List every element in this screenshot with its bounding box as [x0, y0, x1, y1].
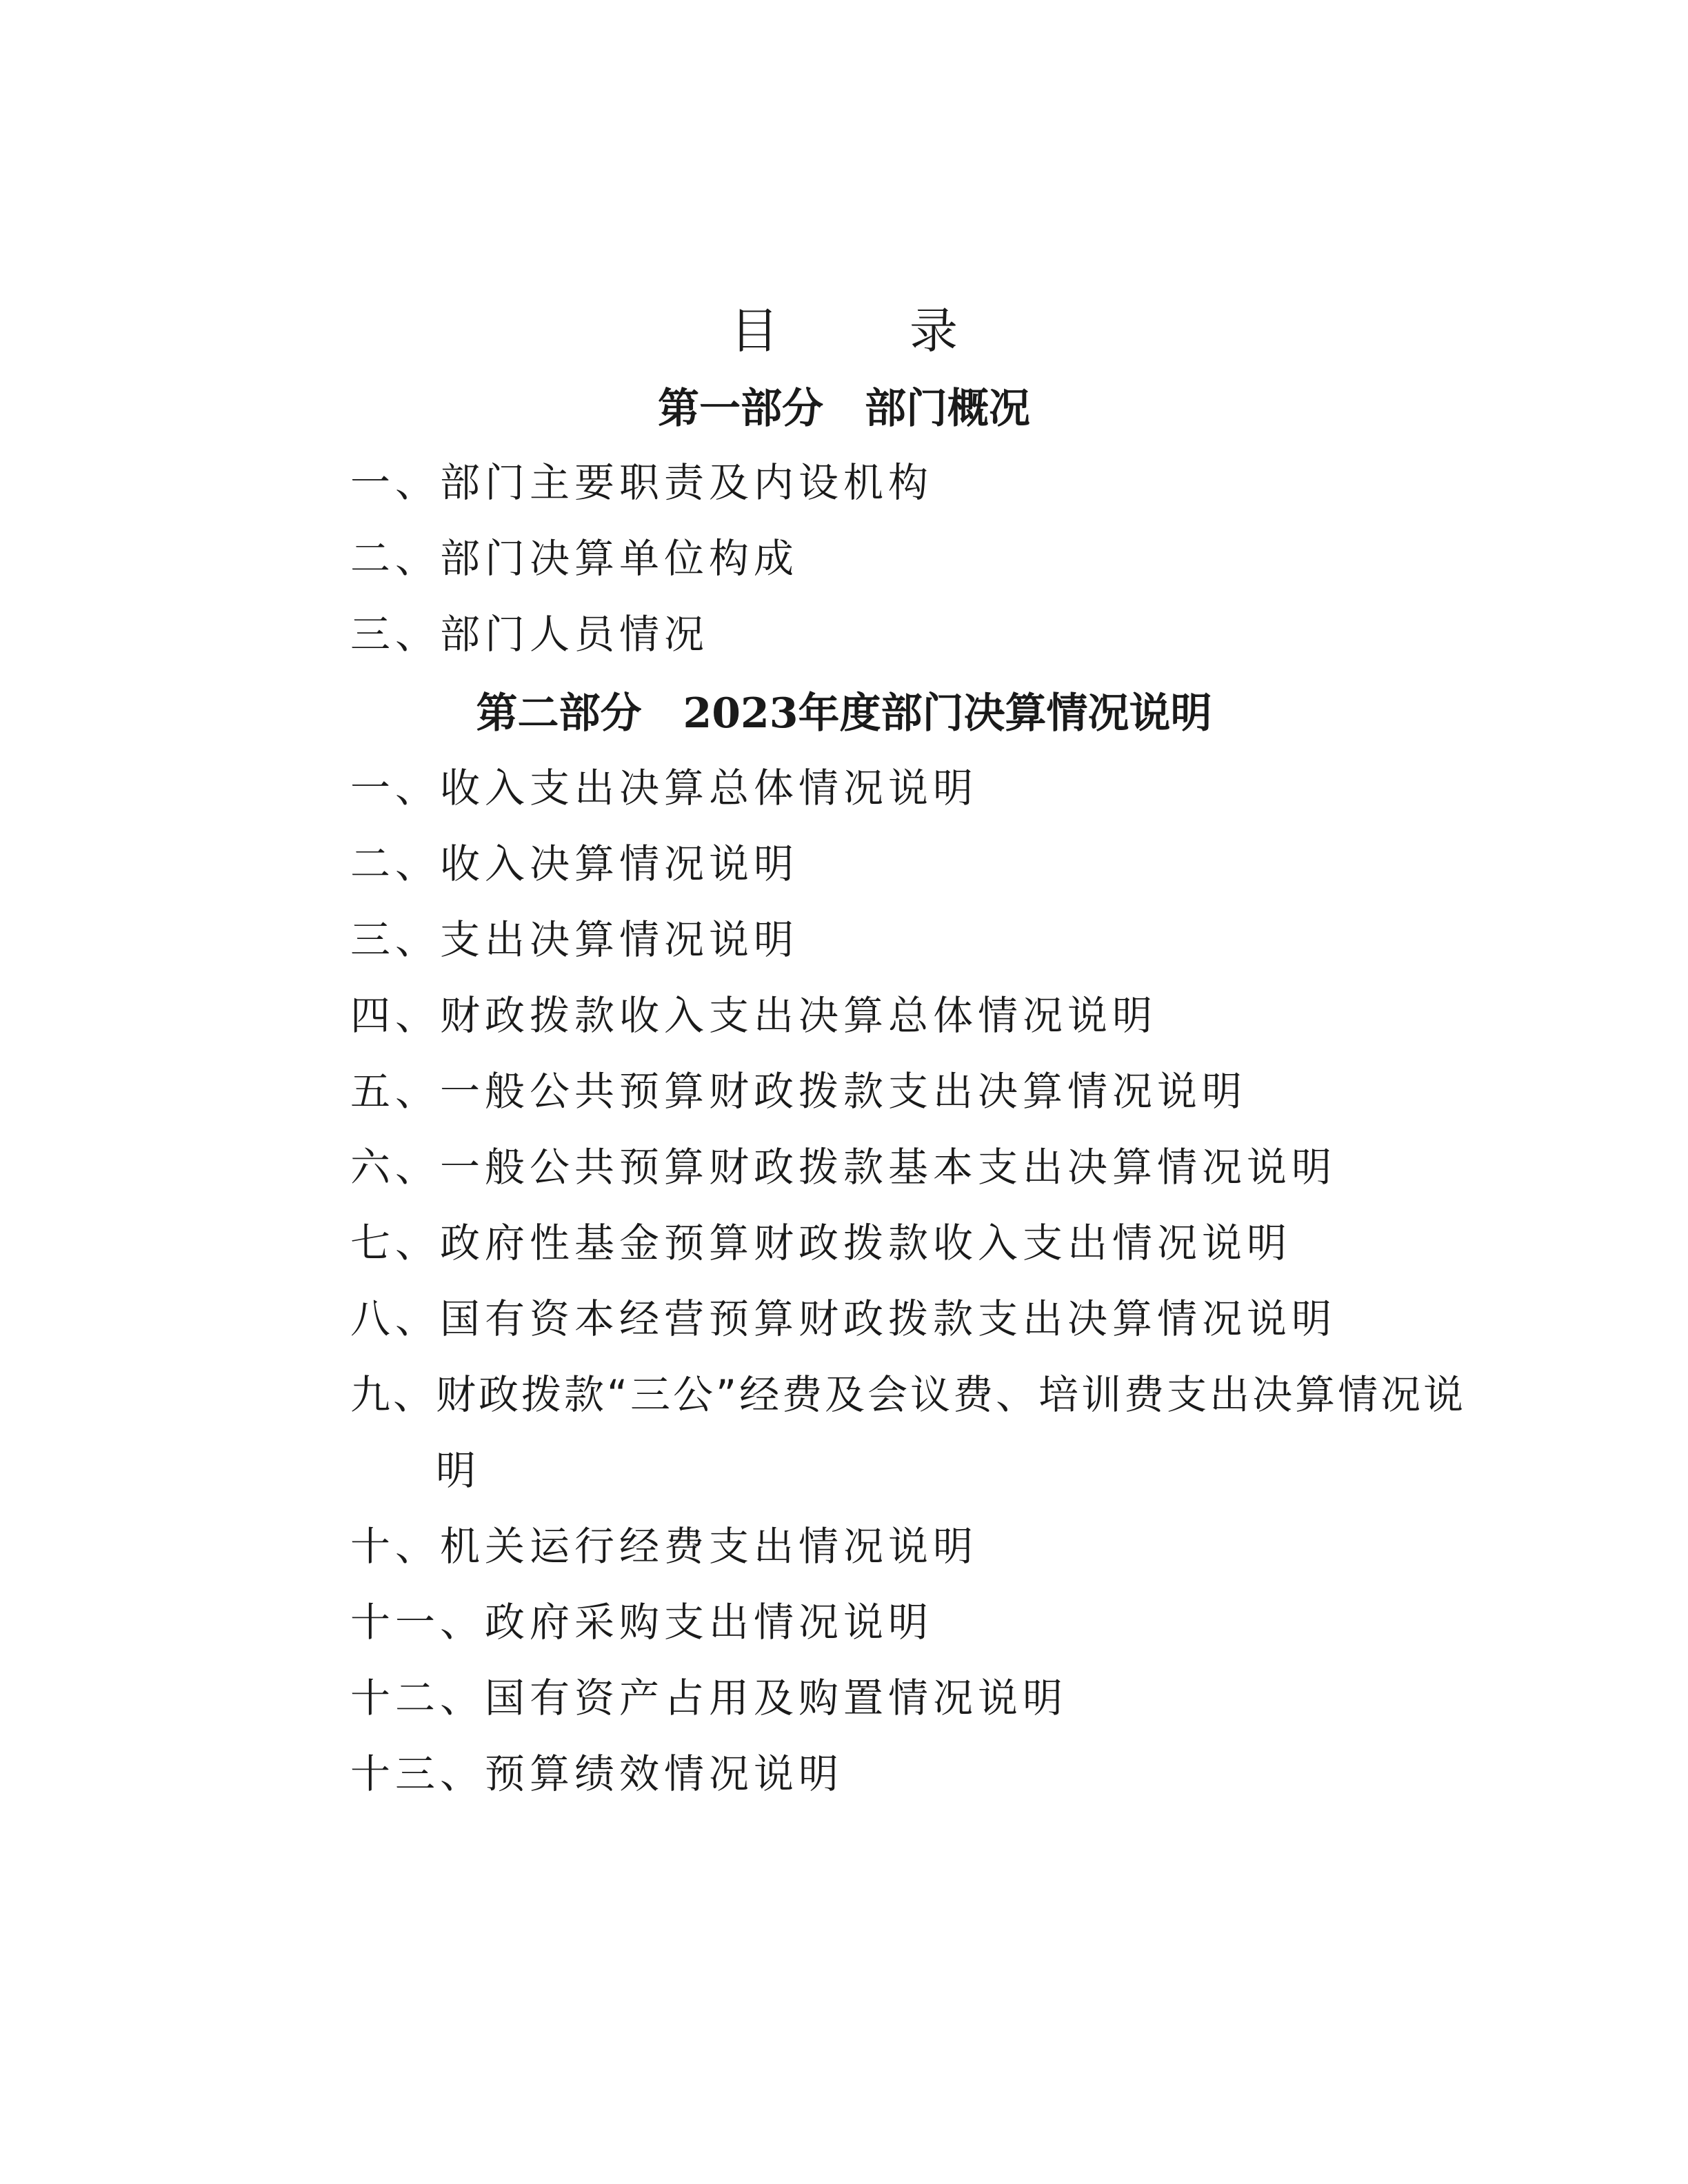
part-two-heading: 第二部分 2023年度部门决算情况说明 — [476, 689, 1212, 738]
toc-item: 六、一般公共预算财政拨款基本支出决算情况说明 — [350, 1144, 1337, 1191]
toc-item: 十、机关运行经费支出情况说明 — [350, 1523, 978, 1570]
toc-item: 三、部门人员情况 — [350, 611, 710, 658]
toc-item: 一、收入支出决算总体情况说明 — [350, 765, 978, 811]
toc-item: 五、一般公共预算财政拨款支出决算情况说明 — [350, 1068, 1247, 1115]
toc-item: 十三、预算绩效情况说明 — [350, 1750, 844, 1797]
toc-item: 九、财政拨款“三公”经费及会议费、培训费支出决算情况说 — [350, 1371, 1467, 1418]
toc-item: 七、政府性基金预算财政拨款收入支出情况说明 — [350, 1220, 1292, 1266]
page-title: 目 录 — [730, 303, 999, 359]
part-one-heading: 第一部分 部门概况 — [658, 385, 1030, 433]
toc-item: 十一、政府采购支出情况说明 — [350, 1599, 934, 1646]
toc-item: 一、部门主要职责及内设机构 — [350, 459, 934, 506]
toc-item-continuation: 明 — [436, 1447, 481, 1494]
toc-item: 二、收入决算情况说明 — [350, 840, 799, 887]
toc-item: 二、部门决算单位构成 — [350, 535, 799, 582]
toc-item: 四、财政拨款收入支出决算总体情况说明 — [350, 992, 1158, 1039]
toc-item: 八、国有资本经营预算财政拨款支出决算情况说明 — [350, 1295, 1337, 1342]
toc-item: 十二、国有资产占用及购置情况说明 — [350, 1675, 1068, 1721]
toc-item: 三、支出决算情况说明 — [350, 916, 799, 963]
